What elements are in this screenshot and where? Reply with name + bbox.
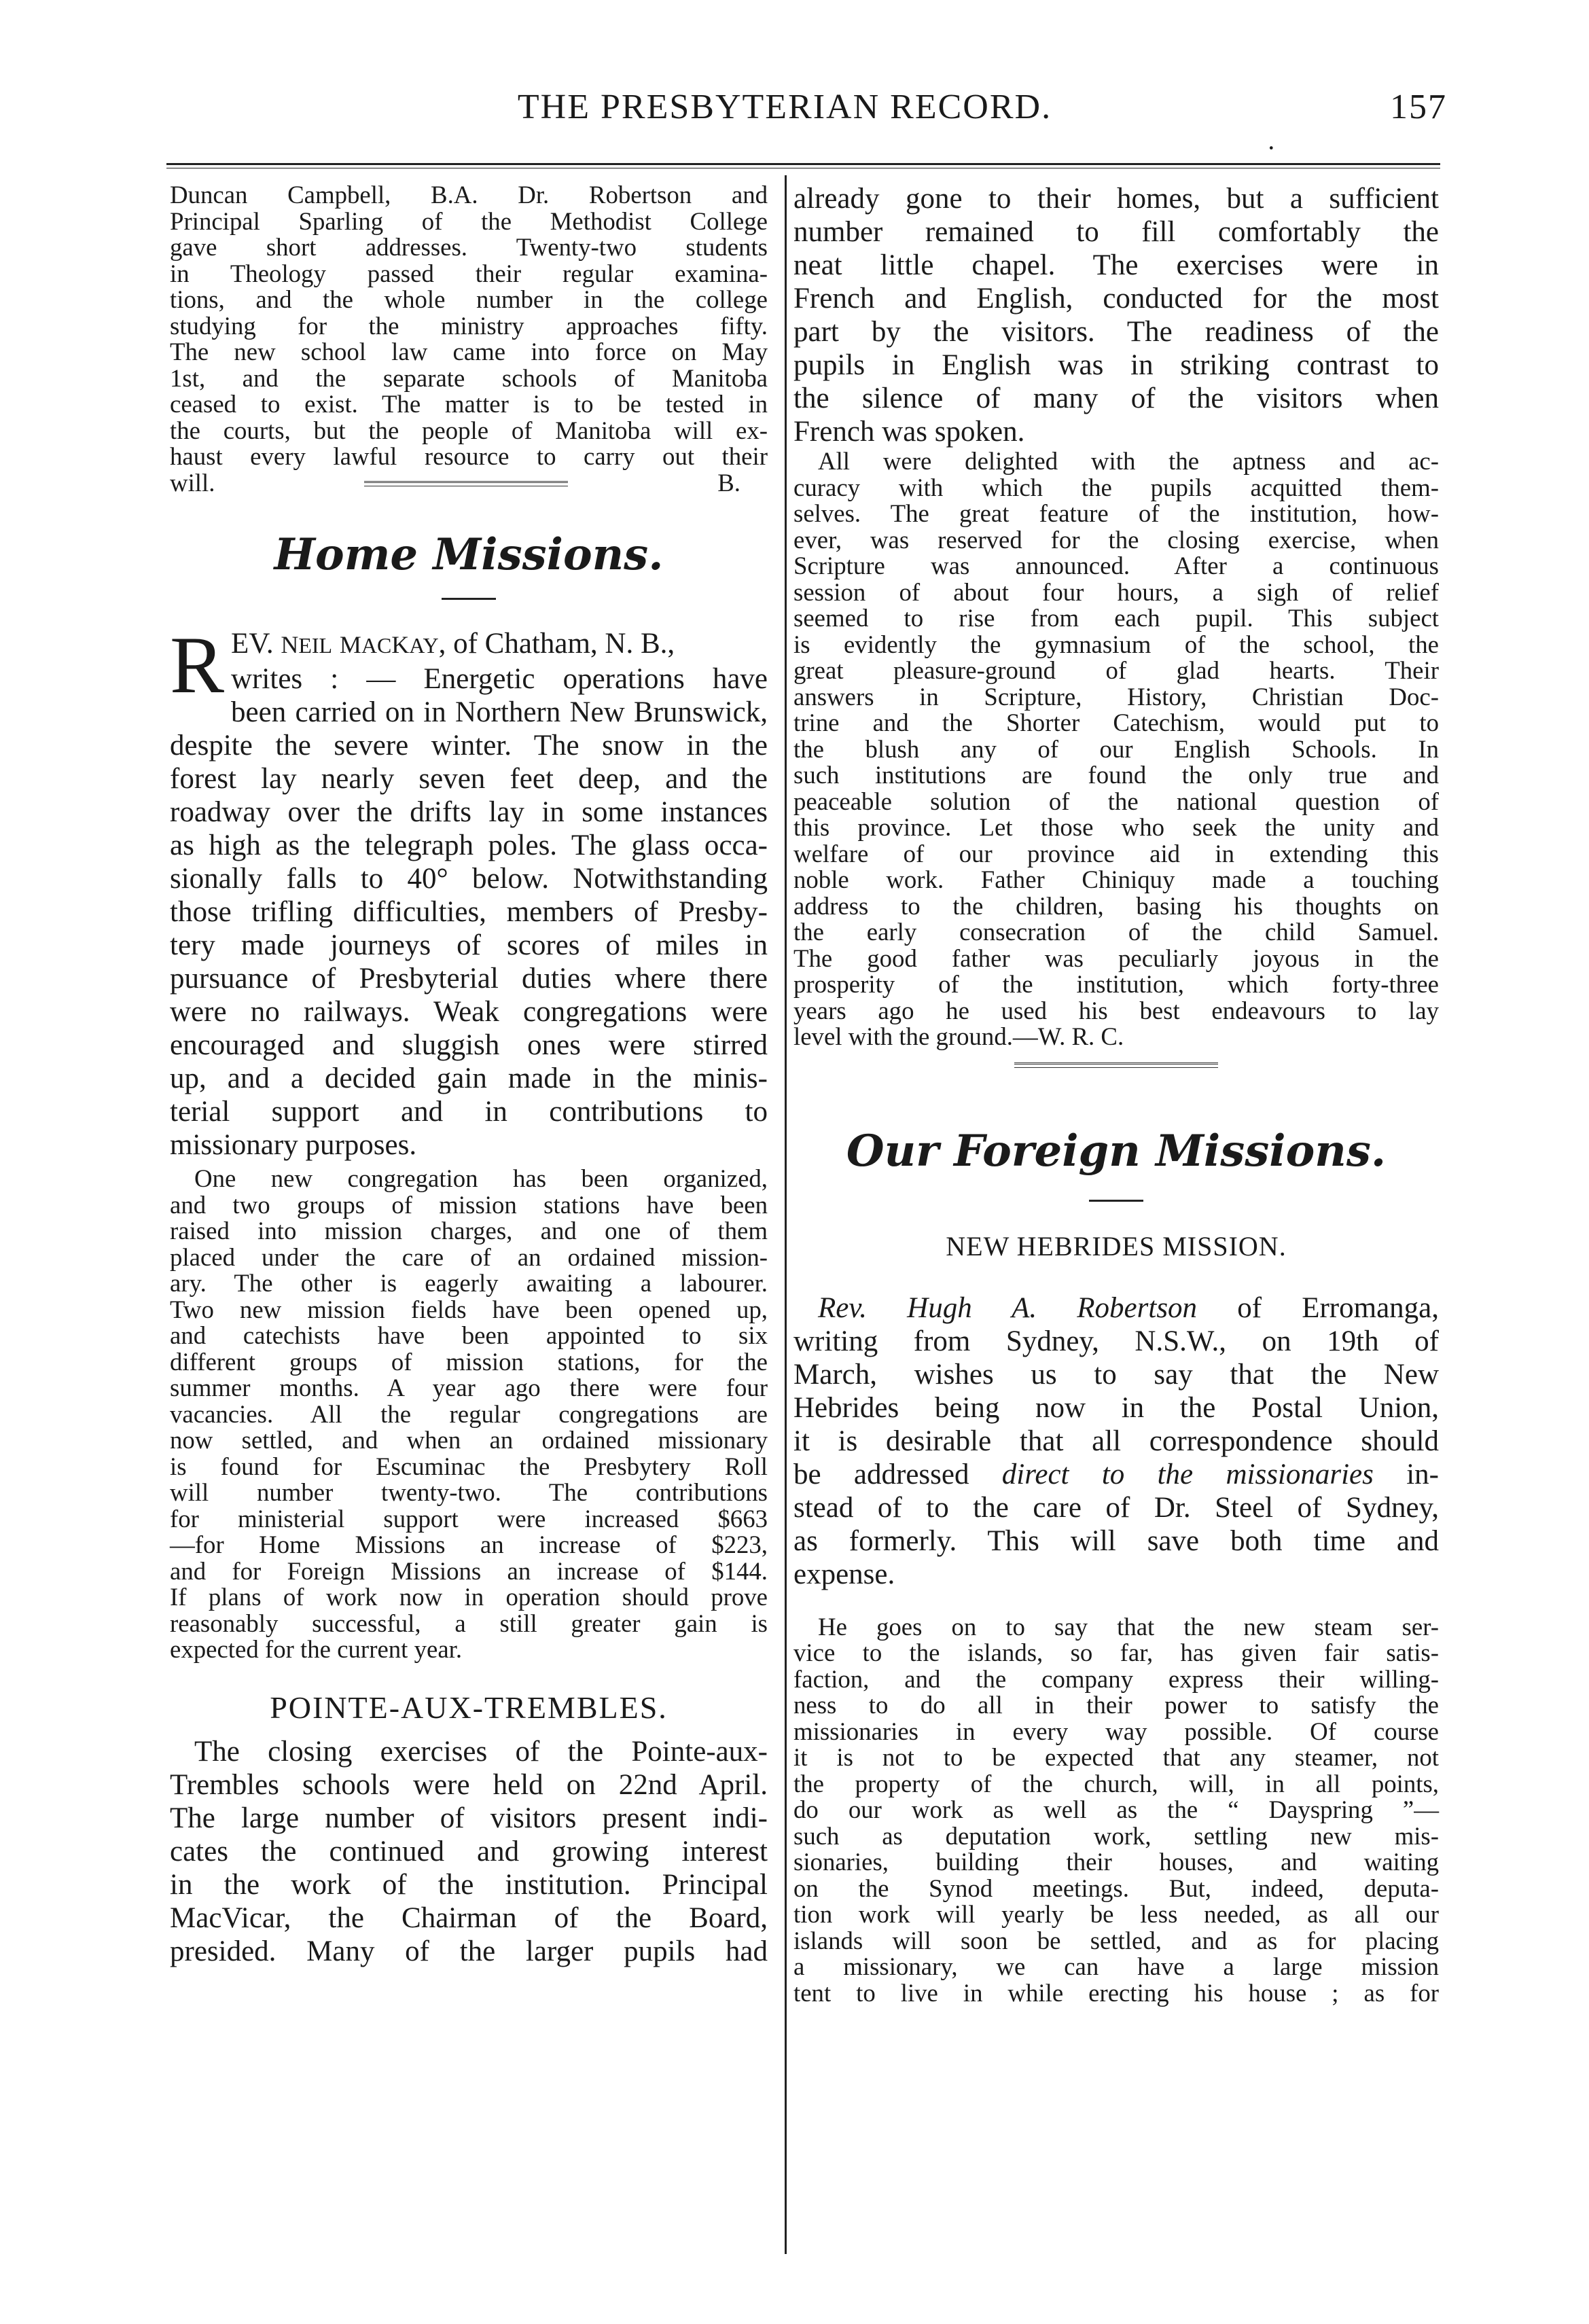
- publication-title: THE PRESBYTERIAN RECORD.: [517, 88, 1052, 126]
- text-line: as high as the telegraph poles. The glass occa-: [170, 829, 768, 861]
- text-line: Scripture was announced. After a continuous: [793, 552, 1439, 579]
- text-line: tent to live in while erecting his house ; as for: [793, 1978, 1439, 2007]
- all-delighted-paragraph: [793, 448, 1439, 1050]
- page-header: [109, 87, 1461, 163]
- one-new-paragraph: [170, 1166, 768, 1663]
- header-dot: ·: [1266, 132, 1277, 163]
- text-line: despite the severe winter. The snow in the: [170, 730, 768, 762]
- page-number: 157: [1390, 88, 1447, 126]
- text-line: missionary purposes.: [170, 1129, 417, 1161]
- text-line: If plans of work now in operation should prove: [170, 1583, 768, 1611]
- text-line: such institutions are found the only true and: [793, 761, 1439, 789]
- text-line: tery made journeys of scores of miles in: [170, 929, 768, 961]
- text-line: noble work. Father Chiniquy made a touching: [793, 865, 1439, 893]
- right-column: [793, 182, 1439, 2006]
- text-line: ever, was reserved for the closing exercise, when: [793, 525, 1439, 554]
- text-line: summer months. A year ago there were four: [170, 1374, 768, 1401]
- text-line: be addressed direct to the missionaries in-: [793, 1458, 1439, 1490]
- text-line: faction, and the company express their willing-: [793, 1664, 1439, 1693]
- text-line: for ministerial support were increased $663: [170, 1504, 768, 1533]
- text-line: presided. Many of the larger pupils had: [170, 1935, 768, 1967]
- text-line: it is desirable that all correspondence should: [793, 1425, 1439, 1457]
- text-line: Two new mission fields have been opened up,: [170, 1295, 768, 1323]
- text-line: raised into mission charges, and one of them: [170, 1217, 768, 1245]
- text-line: The good father was peculiarly joyous in the: [793, 944, 1439, 972]
- text-line: as formerly. This will save both time and: [793, 1524, 1439, 1557]
- text-line: in the work of the institution. Principal: [170, 1868, 768, 1901]
- text-line: the blush any of our English Schools. In: [793, 734, 1439, 763]
- text-line: address to the children, basing his thoughts on: [793, 891, 1439, 920]
- text-line: trine and the Shorter Catechism, would put to: [793, 709, 1439, 736]
- text-line: level with the ground.—W. R. C.: [793, 1022, 1124, 1050]
- text-line: expected for the current year.: [170, 1635, 463, 1663]
- text-line: the early consecration of the child Samuel.: [793, 918, 1439, 946]
- text-line: He goes on to say that the new steam ser-: [818, 1612, 1439, 1641]
- text-line: number remained to fill comfortably the: [793, 216, 1439, 248]
- text-line: been carried on in Northern New Brunswick,: [231, 696, 768, 728]
- separator-rule: [364, 481, 568, 486]
- text-line: islands will soon be settled, and as for placing: [793, 1926, 1439, 1954]
- rev-first-line: EV. NEIL MACKAY, of Chatham, N. B.,: [231, 628, 675, 660]
- text-line: reasonably successful, a still greater gain is: [170, 1609, 768, 1637]
- text-line: missionaries in every way possible. Of course: [793, 1717, 1439, 1745]
- text-line: One new congregation has been organized,: [194, 1164, 768, 1192]
- text-line: cates the continued and growing interest: [170, 1835, 768, 1867]
- text-line: a missionary, we can have a large mission: [793, 1952, 1439, 1980]
- text-line: do our work as well as the “ Dayspring ”—: [793, 1795, 1439, 1823]
- column-divider: [785, 175, 787, 2254]
- rev-robertson-paragraph: [793, 1291, 1439, 1591]
- intro-last-word: will.: [170, 468, 215, 497]
- text-line: peaceable solution of the national question of: [793, 787, 1439, 815]
- text-line: The new school law came into force on May: [170, 338, 768, 365]
- text-line: stead of to the care of Dr. Steel of Sydney,: [793, 1491, 1439, 1524]
- pointe-paragraph: [170, 1735, 768, 1968]
- text-line: writes : — Energetic operations have: [231, 663, 768, 695]
- text-line: encouraged and sluggish ones were stirred: [170, 1029, 768, 1061]
- text-line: such as deputation work, settling new mis-: [793, 1821, 1439, 1850]
- text-line: Duncan Campbell, B.A. Dr. Robertson and: [170, 181, 768, 209]
- text-line: will number twenty-two. The contributions: [170, 1478, 768, 1506]
- intro-paragraph: [170, 182, 768, 470]
- text-line: selves. The great feature of the institution, how-: [793, 499, 1439, 527]
- text-line: placed under the care of an ordained mission-: [170, 1243, 768, 1271]
- separator-rule: [1014, 1062, 1218, 1068]
- text-line: prosperity of the institution, which forty-three: [793, 970, 1439, 998]
- pointe-heading: POINTE-AUX-TREMBLES.: [270, 1690, 668, 1725]
- text-line: neat little chapel. The exercises were in: [793, 249, 1439, 281]
- text-line: vice to the islands, so far, has given fair satis-: [793, 1639, 1439, 1666]
- text-line: —for Home Missions an increase of $223,: [170, 1531, 768, 1558]
- text-line: forest lay nearly seven feet deep, and the: [170, 763, 768, 795]
- text-line: and two groups of mission stations have been: [170, 1190, 768, 1219]
- text-line: already gone to their homes, but a sufficient: [793, 183, 1439, 215]
- text-line: tion work will yearly be less needed, as all our: [793, 1900, 1439, 1928]
- text-line: session of about four hours, a sigh of relief: [793, 577, 1439, 606]
- title-rule: [442, 598, 496, 600]
- home-missions-title: Home Missions.: [274, 529, 664, 580]
- text-line: the courts, but the people of Manitoba will ex-: [170, 416, 768, 444]
- text-line: is evidently the gymnasium of the school, the: [793, 630, 1439, 658]
- text-line: is found for Escuminac the Presbytery Roll: [170, 1452, 768, 1480]
- text-line: up, and a decided gain made in the minis-: [170, 1062, 768, 1094]
- text-line: studying for the ministry approaches fifty.: [170, 311, 768, 340]
- continuation-paragraph: [793, 182, 1439, 448]
- text-line: sionally falls to 40° below. Notwithstanding: [170, 863, 768, 895]
- text-line: on the Synod meetings. But, indeed, deputa-: [793, 1874, 1439, 1902]
- text-line: now settled, and when an ordained missionary: [170, 1426, 768, 1454]
- text-line: French and English, conducted for the most: [793, 283, 1439, 315]
- text-line: terial support and in contributions to: [170, 1096, 768, 1128]
- new-hebrides-heading: NEW HEBRIDES MISSION.: [946, 1230, 1287, 1262]
- text-line: were no railways. Weak congregations were: [170, 996, 768, 1028]
- text-line: those trifling difficulties, members of Presby-: [170, 896, 768, 928]
- text-line: vacancies. All the regular congregations are: [170, 1399, 768, 1428]
- text-line: Principal Sparling of the Methodist College: [170, 207, 768, 235]
- text-line: and catechists have been appointed to six: [170, 1321, 768, 1349]
- rev-body: [170, 662, 768, 1162]
- text-line: the property of the church, will, in all points,: [793, 1769, 1439, 1798]
- text-line: years ago he used his best endeavours to lay: [793, 996, 1439, 1024]
- text-line: answers in Scripture, History, Christian Doc-: [793, 682, 1439, 711]
- text-line: curacy with which the pupils acquitted them-: [793, 473, 1439, 501]
- text-line: tions, and the whole number in the college: [170, 285, 768, 313]
- text-line: MacVicar, the Chairman of the Board,: [170, 1901, 768, 1934]
- text-line: sionaries, building their houses, and waiting: [793, 1848, 1439, 1876]
- text-line: it is not to be expected that any steamer, not: [793, 1743, 1439, 1771]
- text-line: 1st, and the separate schools of Manitoba: [170, 363, 768, 392]
- left-column: [170, 182, 768, 1968]
- foreign-missions-title: Our Foreign Missions.: [846, 1125, 1387, 1177]
- text-line: ceased to exist. The matter is to be tested in: [170, 390, 768, 418]
- text-line: ness to do all in their power to satisfy the: [793, 1691, 1439, 1719]
- title-rule: [1089, 1200, 1143, 1202]
- text-line: pupils in English was in striking contrast to: [793, 349, 1439, 381]
- text-line: in Theology passed their regular examina-: [170, 259, 768, 287]
- text-line: haust every lawful resource to carry out their: [170, 442, 768, 470]
- text-line: All were delighted with the aptness and ac-: [818, 447, 1439, 475]
- text-line: pursuance of Presbyterial duties where there: [170, 963, 768, 995]
- text-line: the silence of many of the visitors when: [793, 382, 1439, 414]
- text-line: and for Foreign Missions an increase of $144.: [170, 1556, 768, 1585]
- text-line: Trembles schools were held on 22nd April.: [170, 1768, 768, 1801]
- text-line: Rev. Hugh A. Robertson of Erromanga,: [818, 1291, 1439, 1324]
- text-line: expense.: [793, 1558, 895, 1590]
- intro-closing: [170, 470, 768, 497]
- text-line: writing from Sydney, N.S.W., on 19th of: [793, 1325, 1439, 1357]
- text-line: roadway over the drifts lay in some instances: [170, 796, 768, 828]
- text-line: great pleasure-ground of glad hearts. Their: [793, 656, 1439, 684]
- text-line: this province. Let those who seek the unity and: [793, 813, 1439, 841]
- text-line: welfare of our province aid in extending this: [793, 839, 1439, 868]
- text-line: The large number of visitors present indi-: [170, 1802, 768, 1834]
- text-line: French was spoken.: [793, 416, 1025, 448]
- text-line: gave short addresses. Twenty-two students: [170, 233, 768, 261]
- text-line: different groups of mission stations, for the: [170, 1347, 768, 1376]
- text-line: March, wishes us to say that the New: [793, 1358, 1439, 1391]
- rev-mackay-paragraph: [170, 620, 768, 1162]
- text-line: The closing exercises of the Pointe-aux-: [194, 1735, 768, 1768]
- text-line: Hebrides being now in the Postal Union,: [793, 1391, 1439, 1424]
- header-rule: [166, 163, 1440, 165]
- intro-signature: B.: [717, 468, 740, 497]
- text-line: seemed to rise from each pupil. This subject: [793, 604, 1439, 632]
- text-line: ary. The other is eagerly awaiting a labourer.: [170, 1269, 768, 1297]
- text-line: part by the visitors. The readiness of the: [793, 316, 1439, 348]
- he-goes-paragraph: [793, 1614, 1439, 2007]
- drop-cap: R: [170, 620, 225, 710]
